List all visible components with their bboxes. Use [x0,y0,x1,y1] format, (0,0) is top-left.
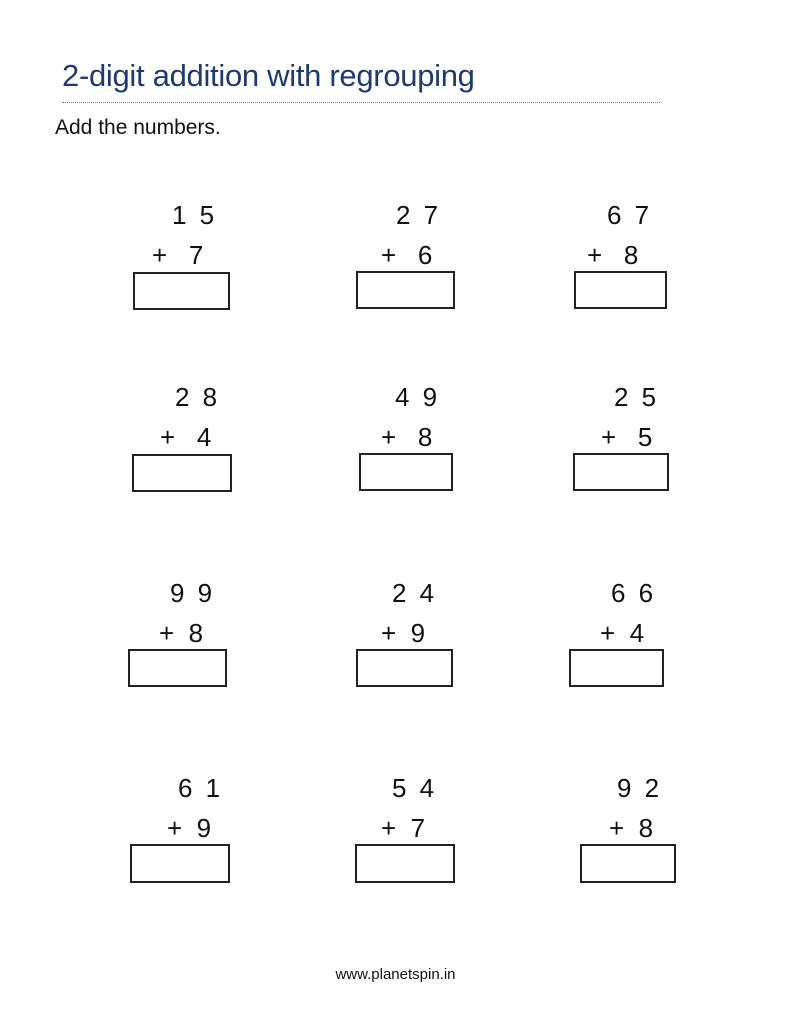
problem-bottom-number: + 4 [600,618,645,648]
answer-box[interactable] [574,271,667,309]
problem-top-number: 1 5 [172,200,218,230]
problem-5 [358,382,478,492]
problem-top-number: 6 6 [611,578,657,608]
problem-top-number: 6 1 [178,773,224,803]
answer-box[interactable] [356,271,455,309]
answer-box[interactable] [356,649,453,687]
problem-7 [128,578,248,688]
problem-bottom-number: + 7 [152,240,204,270]
answer-box[interactable] [573,453,669,491]
title-divider [62,102,660,103]
problem-top-number: 5 4 [392,773,438,803]
problem-10 [130,773,250,883]
problem-bottom-number: + 9 [167,813,212,843]
problem-3 [573,200,693,310]
problem-top-number: 6 7 [607,200,653,230]
problem-bottom-number: + 4 [160,422,212,452]
problem-1 [132,200,252,310]
problem-8 [356,578,476,688]
answer-box[interactable] [130,844,230,883]
answer-box[interactable] [580,844,676,883]
problem-bottom-number: + 7 [381,813,426,843]
answer-box[interactable] [359,453,453,491]
problem-top-number: 4 9 [395,382,441,412]
problem-2 [355,200,475,310]
answer-box[interactable] [355,844,455,883]
problem-top-number: 2 7 [396,200,442,230]
footer-url: www.planetspin.in [335,966,456,983]
answer-box[interactable] [128,649,227,687]
answer-box[interactable] [133,272,230,310]
problem-top-number: 9 2 [617,773,663,803]
problem-9 [569,578,689,688]
problem-4 [132,382,252,492]
problem-top-number: 9 9 [170,578,216,608]
page-title: 2-digit addition with regrouping [62,58,475,93]
problem-11 [355,773,475,883]
answer-box[interactable] [569,649,664,687]
problem-bottom-number: + 8 [159,618,204,648]
problem-bottom-number: + 8 [381,422,433,452]
problem-top-number: 2 5 [614,382,660,412]
instructions-text: Add the numbers. [55,116,221,139]
answer-box[interactable] [132,454,232,492]
problem-bottom-number: + 6 [381,240,433,270]
problem-12 [580,773,700,883]
problem-bottom-number: + 8 [587,240,639,270]
problem-bottom-number: + 9 [381,618,426,648]
problem-6 [572,382,692,492]
problem-bottom-number: + 8 [609,813,654,843]
problem-top-number: 2 4 [392,578,438,608]
problem-top-number: 2 8 [175,382,221,412]
problem-bottom-number: + 5 [601,422,653,452]
